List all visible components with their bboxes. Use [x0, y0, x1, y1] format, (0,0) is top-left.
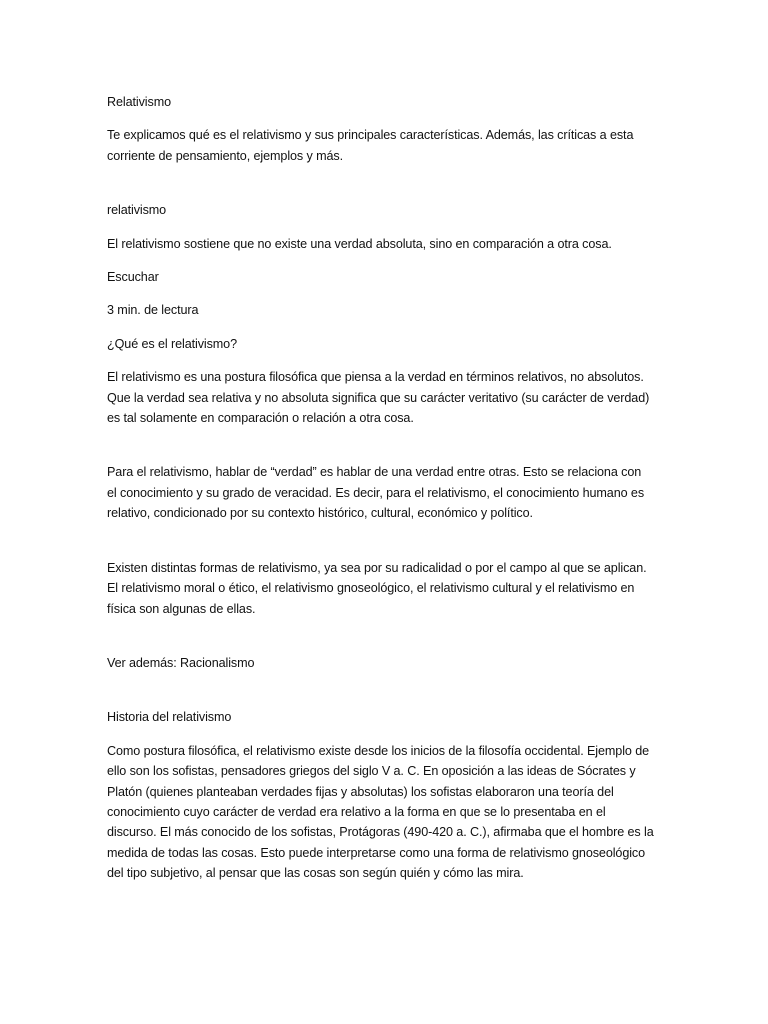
see-also-line: Ver además: Racionalismo — [107, 655, 255, 670]
history-paragraph: Como postura filosófica, el relativismo existe desde los inicios de la filosofía occidental. Ejemplo de ello son los sofistas, pensadores griegos del siglo V a. C. En oposición a las ideas de Sócrates y Platón (quienes planteaban verdades fijas y absolutas) los sofistas elaboraron una teoría del conocimiento cuyo carácter de verdad era relativo a la forma en que se lo presentaba en el discurso. El más conocido de los sofistas, Protágoras (490-420 a. C.), afirmaba que el hombre es la medida de todas las cosas. Esto puede interpretarse como una forma de relativismo gnoseológico del tipo subjetivo, al pensar que las cosas son según quién y cómo las mira. — [107, 743, 654, 881]
summary-paragraph: El relativismo sostiene que no existe una verdad absoluta, sino en comparación a otra cosa. — [107, 236, 612, 251]
document-title: Relativismo — [107, 95, 171, 109]
definition-paragraph: El relativismo es una postura filosófica que piensa a la verdad en términos relativos, no absolutos. Que la verdad sea relativa y no absoluta significa que su carácter veritativo (su carácter de verdad) es tal solamente en comparación o relación a otra cosa. — [107, 370, 650, 426]
listen-label: Escuchar — [107, 270, 159, 285]
reading-time: 3 min. de lectura — [107, 303, 199, 318]
section-heading-history: Historia del relativismo — [107, 710, 232, 725]
truth-paragraph: Para el relativismo, hablar de “verdad” es hablar de una verdad entre otras. Esto se relaciona con el conocimiento y su grado de veracidad. Es decir, para el relativismo, el conocimiento humano es relativo, condicionado por su contexto histórico, cultural, económico y político. — [107, 465, 645, 521]
forms-paragraph: Existen distintas formas de relativismo, ya sea por su radicalidad o por el campo al que se aplican. El relativismo moral o ético, el relativismo gnoseológico, el relativismo cultural y el relativismo en física son algunas de ellas. — [107, 560, 647, 616]
image-caption-label: relativismo — [107, 203, 167, 218]
section-heading-what-is: ¿Qué es el relativismo? — [107, 336, 237, 351]
intro-paragraph: Te explicamos qué es el relativismo y sus principales características. Además, las críticas a esta corriente de pensamiento, ejemplos y más. — [107, 128, 634, 163]
document-page — [107, 92, 667, 884]
